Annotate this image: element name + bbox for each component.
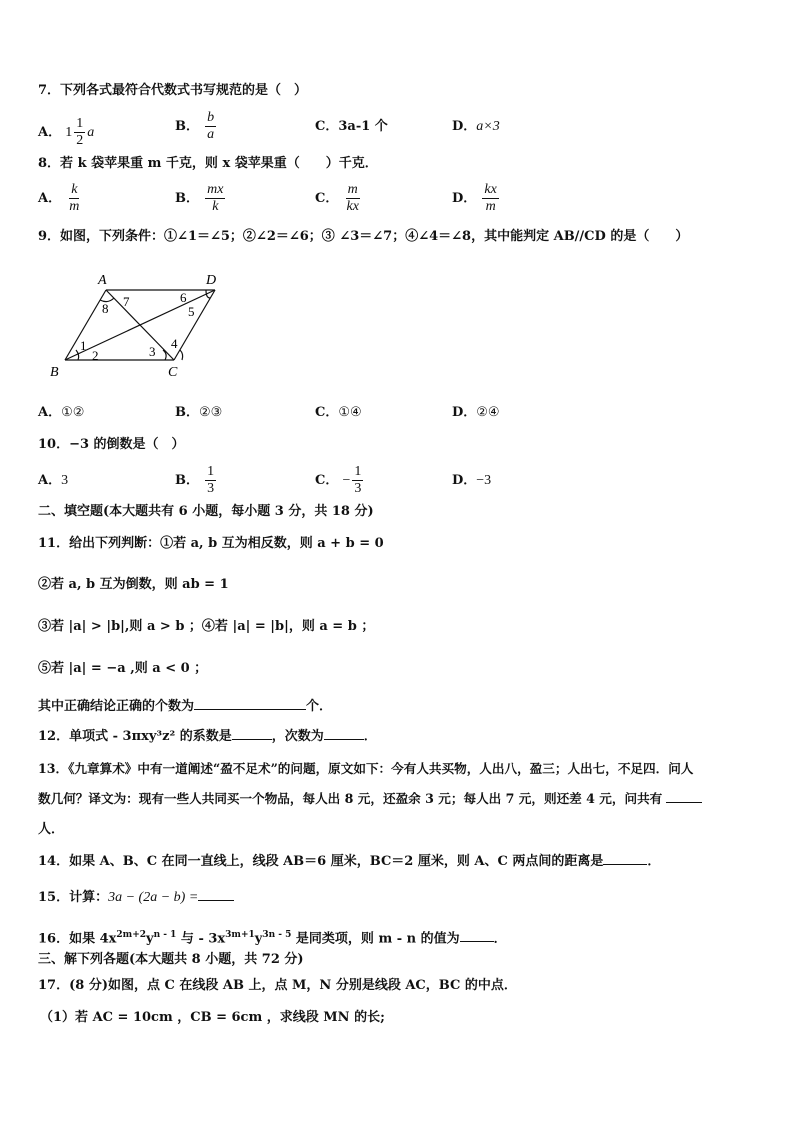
option-content: −3 <box>476 473 492 488</box>
q8-option-b <box>175 182 227 215</box>
q11-question-end: 个． <box>306 699 333 714</box>
option-content: ①② <box>61 405 85 420</box>
q11-question <box>38 697 332 716</box>
minus-sign: − <box>342 473 351 488</box>
angle-label-3: 3 <box>149 344 156 359</box>
q15-expression: 3a − (2a − b) = <box>108 890 199 905</box>
q12-text: 12．单项式 - 3πxy³z² 的系数是 <box>38 729 232 744</box>
answer-blank[interactable] <box>666 790 702 803</box>
numerator: m <box>347 182 358 197</box>
variable: a <box>87 125 95 140</box>
angle-label-8: 8 <box>102 301 109 316</box>
answer-blank[interactable] <box>460 929 494 942</box>
q7-stem: 7．下列各式最符合代数式书写规范的是（ ） <box>38 83 308 98</box>
denominator: m <box>485 199 496 214</box>
exponent: 2m+2 <box>116 930 147 940</box>
denominator: m <box>69 199 80 214</box>
q14-text-end: ． <box>647 854 661 869</box>
numerator: 1 <box>76 116 84 131</box>
q10-option-a <box>38 472 68 490</box>
q13-line-1: 13．《九章算术》中有一道阐述“盈不足术”的问题，原文如下：今有人共买物，人出八，盈三；人出七，不足四．问人 <box>38 761 694 776</box>
q14-text: 14．如果 A、B、C 在同一直线上，线段 AB＝6 厘米，BC＝2 厘米，则 A、C 两点间的距离是 <box>38 854 604 869</box>
section-2-heading: 二、填空题(本大题共有 6 小题，每小题 3 分，共 18 分) <box>38 504 374 519</box>
q11-statement-2: ②若 a, b 互为倒数，则 ab = 1 <box>38 577 229 592</box>
numerator: 1 <box>207 464 215 479</box>
vertex-label-d: D <box>206 273 217 288</box>
q8-option-a <box>38 182 83 215</box>
q16 <box>38 926 507 948</box>
option-label: C． <box>315 191 339 206</box>
q12-text-end: ． <box>363 729 377 744</box>
q8-option-d <box>452 182 501 215</box>
q16-var: y <box>146 931 154 947</box>
q16-text-end: ． <box>493 931 507 947</box>
q9-option-b <box>175 404 222 422</box>
q16-text: 与 - 3x <box>176 931 226 947</box>
exponent: n - 1 <box>153 930 177 940</box>
q11-stem: 11．给出下列判断：①若 a, b 互为相反数，则 a + b = 0 <box>38 536 384 551</box>
q15-text: 15．计算： <box>38 890 109 905</box>
angle-label-2: 2 <box>92 348 99 363</box>
fraction <box>352 464 363 497</box>
answer-blank[interactable] <box>198 888 234 901</box>
fraction <box>205 110 216 143</box>
numerator: mx <box>207 182 224 197</box>
option-content: a×3 <box>476 119 500 134</box>
q9-option-d <box>452 404 500 422</box>
q17-part-1: （1）若 AC = 10cm ，CB = 6cm ，求线段 MN 的长; <box>40 1010 385 1025</box>
option-label: B． <box>175 119 199 134</box>
q9-option-a <box>38 404 84 422</box>
option-label: A． <box>38 405 62 420</box>
fraction <box>205 464 216 497</box>
fraction <box>74 116 85 149</box>
fraction <box>482 182 498 215</box>
denominator: k <box>212 199 219 214</box>
q13-line-3: 人． <box>38 822 65 837</box>
q13-text: 数几何？译文为：现有一些人共同买一个物品，每人出 8 元，还盈余 3 元；每人出 7 元，则还差 4 元，问共有 <box>38 791 663 806</box>
vertex-label-b: B <box>50 365 59 380</box>
angle-label-7: 7 <box>123 294 130 309</box>
option-label: D． <box>452 405 477 420</box>
numerator: k <box>71 182 78 197</box>
q9-option-c <box>315 404 362 422</box>
option-content: 3a-1 个 <box>338 119 388 134</box>
option-label: B． <box>175 191 199 206</box>
q7-option-b <box>175 110 218 143</box>
q12-text-middle: ，次数为 <box>271 729 324 744</box>
option-content: 3 <box>61 473 69 488</box>
fraction <box>205 182 225 215</box>
option-label: C． <box>315 119 339 134</box>
answer-blank[interactable] <box>232 727 272 740</box>
q13-line-2 <box>38 790 702 808</box>
q10-stem: 10．−3 的倒数是（ ） <box>38 437 185 452</box>
option-label: D． <box>452 473 477 488</box>
q7-option-d <box>452 118 500 136</box>
vertex-label-a: A <box>98 273 107 288</box>
angle-arc-c2 <box>180 350 183 360</box>
option-content: ①④ <box>338 405 362 420</box>
vertex-label-c: C <box>168 365 178 380</box>
option-label: A． <box>38 473 62 488</box>
answer-blank[interactable] <box>194 697 306 710</box>
numerator: kx <box>484 182 497 197</box>
angle-label-5: 5 <box>188 304 195 319</box>
diagonal-ac <box>106 290 174 360</box>
q11-statement-3-4: ③若 |a| > |b|,则 a > b ；④若 |a| = |b|，则 a = b ； <box>38 619 375 634</box>
mixed-whole: 1 <box>65 125 73 140</box>
q10-option-b <box>175 464 218 497</box>
denominator: 3 <box>354 481 362 496</box>
option-content: ②④ <box>476 405 500 420</box>
numerator: b <box>207 110 215 125</box>
q12 <box>38 727 377 746</box>
parallelogram-figure <box>48 268 228 383</box>
option-label: D． <box>452 119 477 134</box>
exponent: 3m+1 <box>225 930 255 940</box>
q15 <box>38 888 234 907</box>
exponent: 3n - 5 <box>262 930 292 940</box>
angle-label-4: 4 <box>171 336 178 351</box>
option-label: B． <box>175 405 199 420</box>
fraction <box>67 182 81 215</box>
q9-stem: 9．如图，下列条件：①∠1＝∠5；②∠2＝∠6；③ ∠3＝∠7；④∠4＝∠8，其中能判定 AB//CD 的是（ ） <box>38 229 689 244</box>
q16-text: 16．如果 4x <box>38 931 117 947</box>
option-label: B． <box>175 473 199 488</box>
angle-arc-d <box>206 290 210 298</box>
angle-label-6: 6 <box>180 290 187 305</box>
denominator: 2 <box>76 133 84 148</box>
q7-option-a <box>38 116 94 149</box>
numerator: 1 <box>354 464 362 479</box>
q16-var: y <box>254 931 263 947</box>
option-label: D． <box>452 191 477 206</box>
option-label: C． <box>315 405 339 420</box>
option-label: C． <box>315 473 339 488</box>
fraction <box>345 182 361 215</box>
q8-stem: 8．若 k 袋苹果重 m 千克，则 x 袋苹果重（ ）千克． <box>38 156 378 171</box>
q16-text: 是同类项，则 m - n 的值为 <box>291 931 460 947</box>
section-3-heading: 三、解下列各题(本大题共 8 小题，共 72 分) <box>38 952 304 967</box>
option-content: ②③ <box>199 405 223 420</box>
angle-label-1: 1 <box>80 338 87 353</box>
q8-option-c <box>315 182 363 215</box>
q17-stem: 17．(8 分)如图，点 C 在线段 AB 上，点 M，N 分别是线段 AC，BC 的中点． <box>38 978 517 993</box>
q10-option-c <box>315 464 365 497</box>
option-label: A． <box>38 191 62 206</box>
denominator: kx <box>346 199 359 214</box>
option-label: A． <box>38 125 62 140</box>
q11-statement-5: ⑤若 |a| = −a ,则 a < 0 ； <box>38 661 208 676</box>
answer-blank[interactable] <box>324 727 364 740</box>
q7-option-c <box>315 118 388 136</box>
q10-option-d <box>452 472 491 490</box>
q14 <box>38 852 660 871</box>
answer-blank[interactable] <box>603 852 647 865</box>
denominator: a <box>207 127 215 142</box>
q11-question-text: 其中正确结论正确的个数为 <box>38 699 195 714</box>
denominator: 3 <box>207 481 215 496</box>
